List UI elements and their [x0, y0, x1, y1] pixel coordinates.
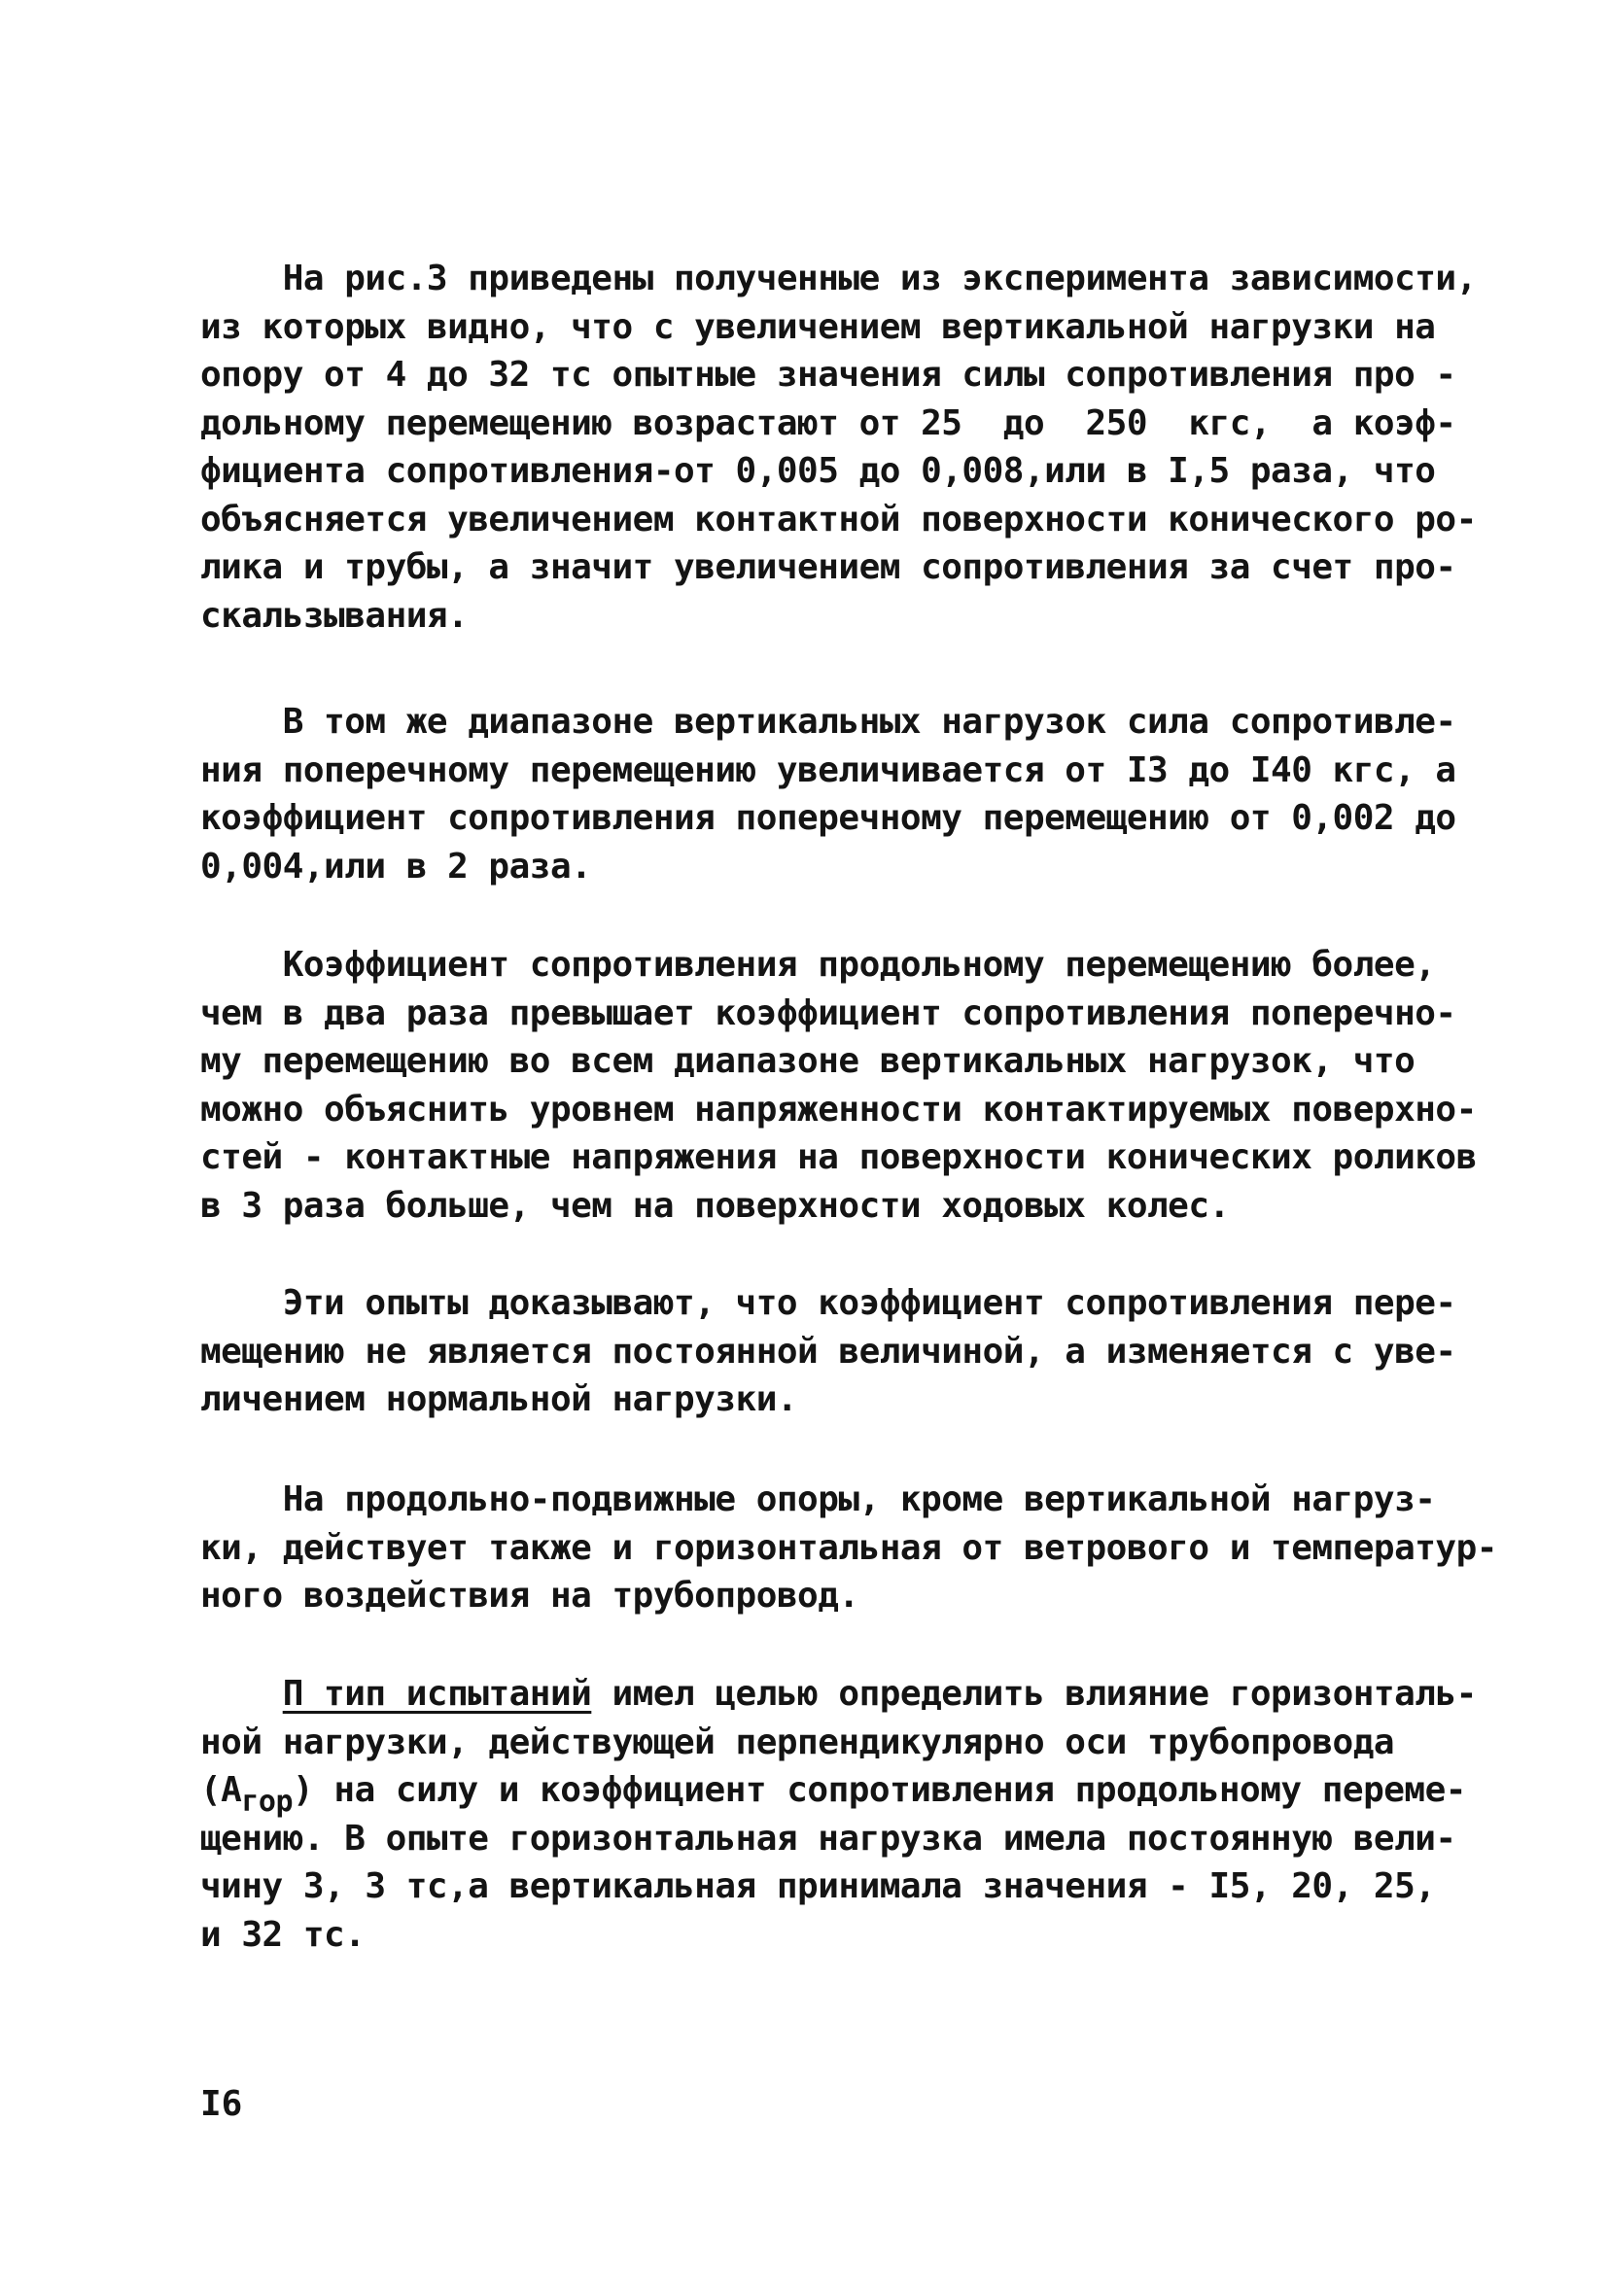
text-line: мещению не является постоянной величиной, а изменяется с уве- — [200, 1331, 1456, 1372]
indent — [200, 1674, 283, 1714]
paragraph-6 — [200, 1670, 1477, 1959]
text-line: лика и трубы, а значит увеличением сопротивления за счет про- — [200, 547, 1456, 587]
text-line — [200, 1670, 1477, 1719]
text-line: ки, действует также и горизонтальная от ветрового и температур- — [200, 1527, 1497, 1568]
text-line — [200, 1766, 1466, 1819]
text-line: стей - контактные напряжения на поверхности конических роликов — [200, 1137, 1477, 1177]
formula-subscript: гор — [241, 1785, 294, 1819]
page-number: I6 — [200, 2084, 243, 2124]
text-line: опору от 4 до 32 тс опытные значения силы сопротивления про - — [200, 355, 1456, 395]
paragraph-1 — [200, 255, 1477, 640]
text-line: ния поперечному перемещению увеличивается от I3 до I40 кгс, а — [200, 749, 1456, 790]
text-line: можно объяснить уровнем напряженности контактируемых поверхно- — [200, 1089, 1477, 1130]
text-line: личением нормальной нагрузки. — [200, 1379, 798, 1419]
text-line: дольному перемещению возрастают от 25 до 250 кгс, а коэф- — [200, 402, 1456, 443]
text-line: В том же диапазоне вертикальных нагрузок сила сопротивле- — [200, 702, 1456, 742]
text-line: из которых видно, что с увеличением вертикальной нагрузки на — [200, 306, 1436, 347]
paragraph-3 — [200, 941, 1477, 1230]
text-line: На рис.3 приведены полученные из эксперимента зависимости, — [200, 259, 1477, 298]
text-line: 0,004,или в 2 раза. — [200, 846, 592, 887]
text-run: имел целью определить влияние горизонталь- — [591, 1674, 1477, 1714]
text-line: му перемещению во всем диапазоне вертикальных нагрузок, что — [200, 1041, 1416, 1081]
paragraph-4 — [200, 1279, 1454, 1424]
text-line: чину 3, 3 тс,а вертикальная принимала значения - I5, 20, 25, — [200, 1866, 1436, 1906]
text-line: Эти опыты доказывают, что коэффициент сопротивления пере- — [200, 1283, 1456, 1323]
text-line: и 32 тс. — [200, 1914, 366, 1955]
paragraph-5 — [200, 1476, 1497, 1620]
text-line: Коэффициент сопротивления продольному перемещению более, — [200, 945, 1436, 985]
text-line: коэффициент сопротивления поперечному перемещению от 0,002 до — [200, 798, 1456, 838]
text-run: ) на силу и коэффициент сопротивления продольному переме- — [293, 1770, 1466, 1810]
text-line: в 3 раза больше, чем на поверхности ходовых колес. — [200, 1185, 1230, 1226]
text-line: ного воздействия на трубопровод. — [200, 1576, 859, 1616]
section-heading-underlined: П тип испытаний — [282, 1674, 592, 1714]
text-line: ной нагрузки, действующей перпендикулярно оси трубопровода — [200, 1722, 1395, 1762]
formula-open: (A — [200, 1770, 242, 1810]
paragraph-2 — [200, 698, 1454, 890]
text-line: фициента сопротивления-от 0,005 до 0,008,или в I,5 раза, что — [200, 451, 1436, 491]
text-line: На продольно-подвижные опоры, кроме вертикальной нагруз- — [200, 1479, 1436, 1519]
text-line: объясняется увеличением контактной поверхности конического ро- — [200, 499, 1477, 539]
text-line: щению. В опыте горизонтальная нагрузка имела постоянную вели- — [200, 1818, 1456, 1859]
text-line: чем в два раза превышает коэффициент сопротивления поперечно- — [200, 992, 1456, 1033]
text-line: скальзывания. — [200, 595, 469, 636]
